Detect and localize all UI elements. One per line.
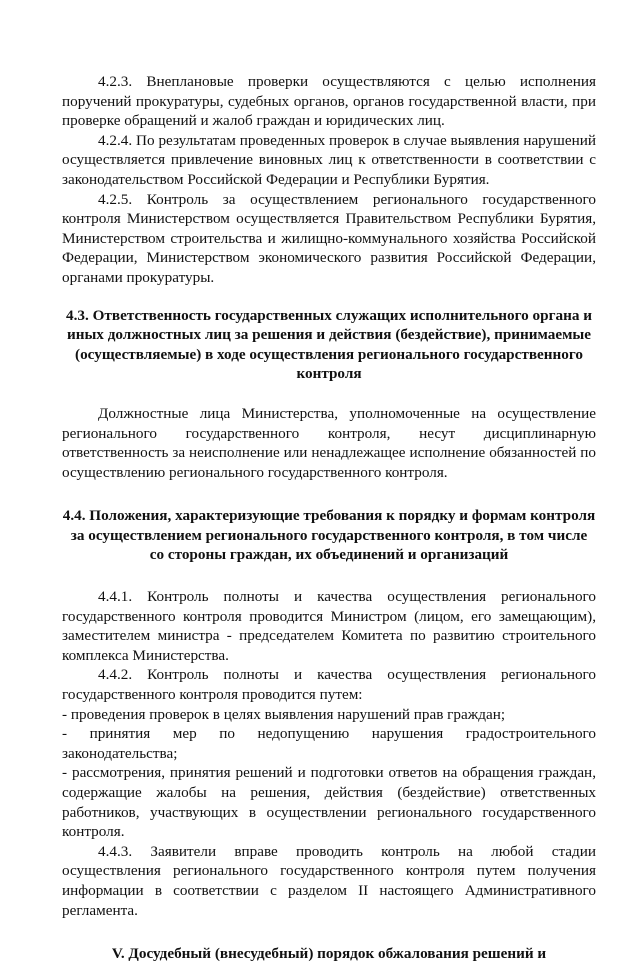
section-heading-4-3: 4.3. Ответственность государственных служащих исполнительного органа и иных должностных лиц за решения и действия (бездействие), принимаемые (осуществляемые) в ходе осуществления регионального государственного контроля [66, 306, 592, 383]
list-item-prevention: - принятия мер по недопущению нарушения градостроительного законодательства; [62, 725, 596, 762]
paragraph-4-4-3: 4.4.3. Заявители вправе проводить контроль на любой стадии осуществления регионального государственного контроля путем получения информации в соответствии с разделом II настоящего Административного регламента. [62, 842, 596, 919]
spacer [62, 920, 596, 944]
list-item-inspections: - проведения проверок в целях выявления нарушений прав граждан; [62, 705, 506, 723]
paragraph-4-3-body: Должностные лица Министерства, уполномоченные на осуществление регионального государственного контроля, несут дисциплинарную ответственность за неисполнение или ненадлежащее исполнение обязанностей по осуществлению регионального государственного контроля. [62, 404, 596, 481]
spacer [62, 565, 596, 587]
paragraph-4-2-4: 4.2.4. По результатам проведенных проверок в случае выявления нарушений осуществляется привлечение виновных лиц к ответственности в соответствии с законодательством Российской Федерации и Республики Бурятия. [62, 131, 596, 188]
list-item-complaints: - рассмотрения, принятия решений и подготовки ответов на обращения граждан, содержащие жалобы на решения, действия (бездействие) ответственных работников, участвующих в осуществлении регионального государственного контроля. [62, 764, 596, 841]
document-body [62, 72, 596, 964]
spacer [62, 482, 596, 506]
section-heading-4-4: 4.4. Положения, характеризующие требования к порядку и формам контроля за осуществлением регионального государственного контроля, в том числе со стороны граждан, их объединений и организаций [62, 507, 596, 564]
paragraph-4-4-2: 4.4.2. Контроль полноты и качества осуществления регионального государственного контроля проводится путем: [62, 666, 596, 704]
paragraph-4-2-3: 4.2.3. Внеплановые проверки осуществляются с целью исполнения поручений прокуратуры, судебных органов, органов государственной власти, при проверке обращений и жалоб граждан и юридических лиц. [62, 73, 596, 130]
paragraph-4-4-1: 4.4.1. Контроль полноты и качества осуществления регионального государственного контроля проводится Министром (лицом, его замещающим), заместителем министра - председателем Комитета по развитию строительного комплекса Министерства. [62, 588, 596, 664]
spacer [62, 288, 596, 306]
spacer [62, 384, 596, 404]
paragraph-4-2-5: 4.2.5. Контроль за осуществлением регионального государственного контроля Министерством осуществляется Правительством Республики Бурятия, Министерством строительства и жилищно-коммунального хозяйства Российской Федерации, Министерством экономического развития Российской Федерации, органами прокуратуры. [62, 190, 596, 286]
section-heading-v: V. Досудебный (внесудебный) порядок обжалования решений и [111, 945, 547, 963]
